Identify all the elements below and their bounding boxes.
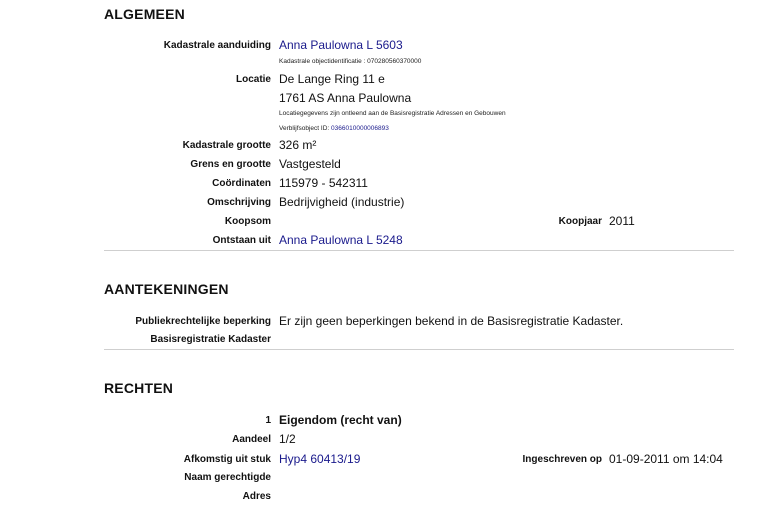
ontstaan-uit-link[interactable]: Anna Paulowna L 5248 xyxy=(279,233,403,247)
section-title-aantekeningen: AANTEKENINGEN xyxy=(104,281,229,297)
aandeel-value: 1/2 xyxy=(279,432,296,446)
grens-en-grootte-label: Grens en grootte xyxy=(190,159,271,170)
divider-algemeen xyxy=(104,250,734,251)
locatie-note: Locatiegegevens zijn ontleend aan de Basisregistratie Adressen en Gebouwen xyxy=(279,110,506,117)
recht-number: 1 xyxy=(265,415,271,426)
naam-gerechtigde-label: Naam gerechtigde xyxy=(184,472,271,483)
kadastrale-grootte-label: Kadastrale grootte xyxy=(182,140,271,151)
afkomstig-uit-stuk-link[interactable]: Hyp4 60413/19 xyxy=(279,452,361,466)
ingeschreven-op-label: Ingeschreven op xyxy=(522,454,602,465)
section-title-rechten: RECHTEN xyxy=(104,380,174,396)
koopsom-label: Koopsom xyxy=(224,216,271,227)
ontstaan-uit-label: Ontstaan uit xyxy=(212,235,271,246)
omschrijving-label: Omschrijving xyxy=(207,197,271,208)
recht-type: Eigendom (recht van) xyxy=(279,413,402,427)
omschrijving-value: Bedrijvigheid (industrie) xyxy=(279,195,405,209)
koopjaar-value: 2011 xyxy=(609,214,635,228)
basisregistratie-kadaster-label: Basisregistratie Kadaster xyxy=(150,334,271,345)
aandeel-label: Aandeel xyxy=(232,434,271,445)
adres-label: Adres xyxy=(242,491,271,502)
verblijfsobject xyxy=(279,125,389,132)
object-id-label: Kadastrale objectidentificatie : xyxy=(279,58,366,65)
kadastrale-grootte-value: 326 m² xyxy=(279,138,317,152)
afkomstig-uit-stuk-label: Afkomstig uit stuk xyxy=(183,454,271,465)
object-identificatie xyxy=(279,58,421,65)
coordinaten-value: 115979 - 542311 xyxy=(279,176,368,190)
section-title-algemeen: ALGEMEEN xyxy=(104,6,185,22)
publiekrechtelijke-beperking-label: Publiekrechtelijke beperking xyxy=(135,316,271,327)
koopjaar-label: Koopjaar xyxy=(558,216,602,227)
publiekrechtelijke-beperking-value: Er zijn geen beperkingen bekend in de Basisregistratie Kadaster. xyxy=(279,314,624,328)
locatie-city: 1761 AS Anna Paulowna xyxy=(279,91,412,105)
coordinaten-label: Coördinaten xyxy=(212,178,271,189)
locatie-label: Locatie xyxy=(235,74,271,85)
verblijfsobject-label: Verblijfsobject ID: xyxy=(279,125,330,132)
verblijfsobject-link[interactable]: 0366010000006893 xyxy=(331,125,389,132)
divider-aantekeningen xyxy=(104,349,734,350)
kadastrale-aanduiding-label: Kadastrale aanduiding xyxy=(163,40,271,51)
kadastrale-aanduiding-link[interactable]: Anna Paulowna L 5603 xyxy=(279,38,403,52)
ingeschreven-op-value: 01-09-2011 om 14:04 xyxy=(609,452,723,466)
grens-en-grootte-value: Vastgesteld xyxy=(279,157,341,171)
locatie-street: De Lange Ring 11 e xyxy=(279,72,385,86)
object-id-value: 070280560370000 xyxy=(367,58,422,65)
